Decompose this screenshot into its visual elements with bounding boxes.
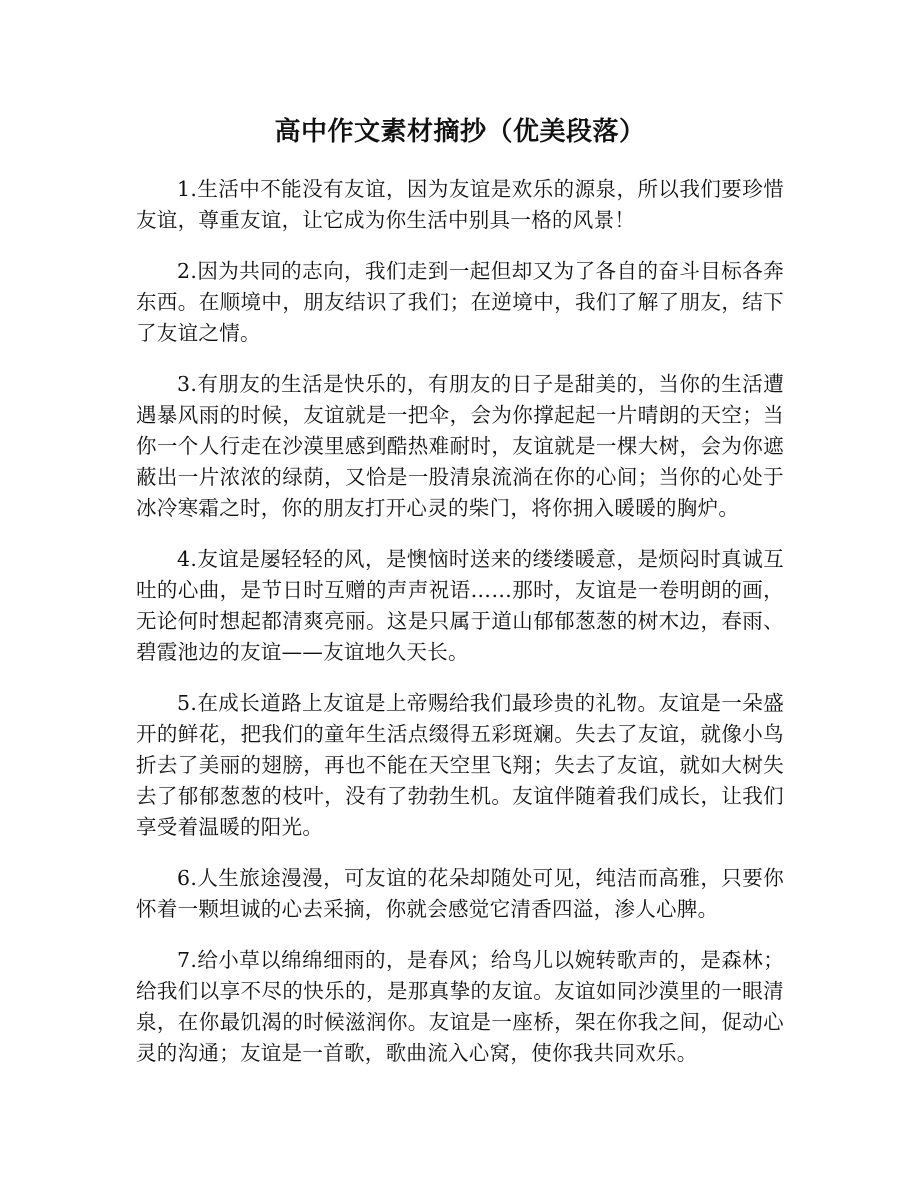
paragraph-4: 4.友谊是屡轻轻的风，是懊恼时送来的缕缕暖意，是烦闷时真诚互吐的心曲，是节日时互赠的声声祝语……那时，友谊是一卷明朗的画，无论何时想起都清爽亮丽。这是只属于道山郁郁葱葱的树木边，春雨、碧霞池边的友谊——友谊地久天长。 — [136, 547, 784, 664]
paragraph-3: 3.有朋友的生活是快乐的，有朋友的日子是甜美的，当你的生活遭遇暴风雨的时候，友谊就是一把伞，会为你撑起起一片晴朗的天空；当你一个人行走在沙漠里感到酷热难耐时，友谊就是一棵大树，会为你遮蔽出一片浓浓的绿荫，又恰是一股清泉流淌在你的心间；当你的心处于冰冷寒霜之时，你的朋友打开心灵的柴门，将你拥入暖暖的胸炉。 — [136, 372, 784, 520]
page-title: 高中作文素材摘抄（优美段落） — [274, 117, 646, 147]
paragraph-1: 1.生活中不能没有友谊，因为友谊是欢乐的源泉，所以我们要珍惜友谊，尊重友谊，让它成为你生活中别具一格的风景！ — [136, 177, 784, 232]
paragraph-5: 5.在成长道路上友谊是上帝赐给我们最珍贵的礼物。友谊是一朵盛开的鲜花，把我们的童年生活点缀得五彩斑斓。失去了友谊，就像小鸟折去了美丽的翅膀，再也不能在天空里飞翔；失去了友谊，就如大树失去了郁郁葱葱的枝叶，没有了勃勃生机。友谊伴随着我们成长，让我们享受着温暖的阳光。 — [136, 691, 784, 839]
paragraph-6: 6.人生旅途漫漫，可友谊的花朵却随处可见，纯洁而高雅，只要你怀着一颗坦诚的心去采摘，你就会感觉它清香四溢，渗人心脾。 — [136, 866, 784, 921]
document-body — [136, 174, 784, 1089]
paragraph-2: 2.因为共同的志向，我们走到一起但却又为了各自的奋斗目标各奔东西。在顺境中，朋友结识了我们；在逆境中，我们了解了朋友，结下了友谊之情。 — [136, 259, 784, 345]
paragraph-7: 7.给小草以绵绵细雨的，是春风；给鸟儿以婉转歌声的，是森林；给我们以享不尽的快乐的，是那真挚的友谊。友谊如同沙漠里的一眼清泉，在你最饥渴的时候滋润你。友谊是一座桥，架在你我之间，促动心灵的沟通；友谊是一首歌，歌曲流入心窝，使你我共同欢乐。 — [136, 948, 784, 1065]
